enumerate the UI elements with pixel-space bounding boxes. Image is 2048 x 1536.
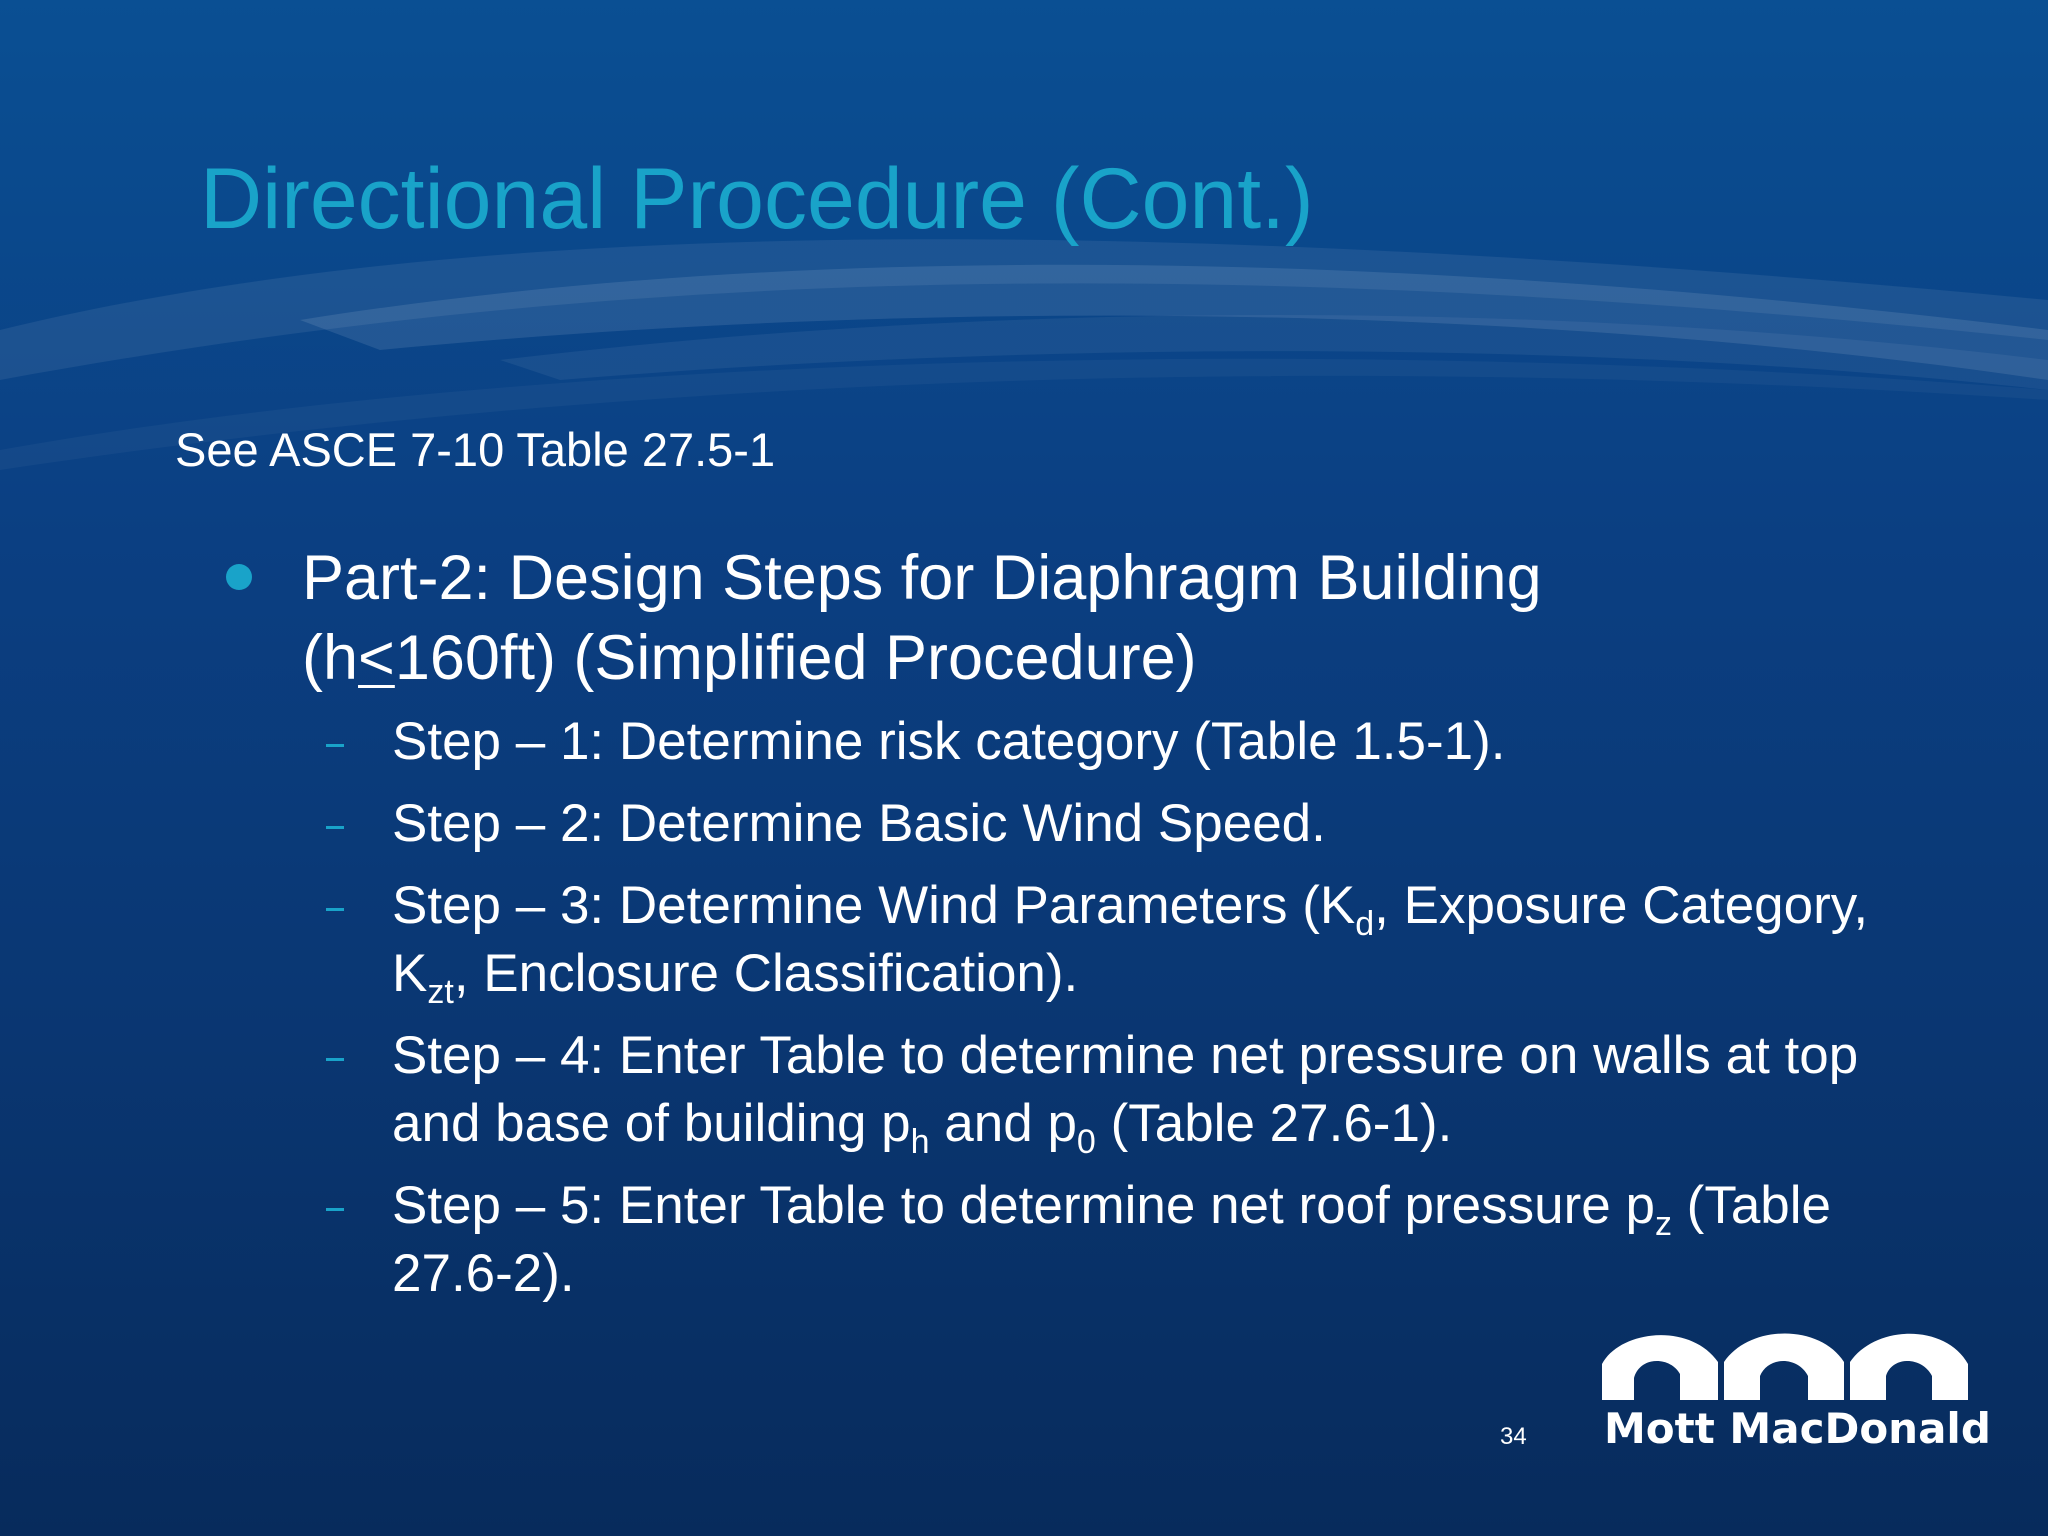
step-3-text-b: , Exposure Category, K: [392, 876, 1869, 1003]
step-4-text-a: Step – 4: Enter Table to determine net pressure on walls at top and base of building p: [392, 1026, 1859, 1153]
logo-arches-icon: [1600, 1322, 1970, 1402]
dash-icon: [326, 1058, 344, 1061]
step-1-text: Step – 1: Determine risk category (Table 1.5-1).: [392, 712, 1506, 771]
dash-icon: [326, 826, 344, 829]
page-number: 34: [1500, 1423, 1527, 1450]
reference-note: See ASCE 7-10 Table 27.5-1: [175, 423, 776, 476]
step-2: [326, 790, 1926, 858]
bullet-dot-icon: [226, 564, 252, 590]
dash-icon: [326, 1208, 344, 1211]
less-or-equal-symbol: <: [358, 623, 395, 693]
step-5: [326, 1172, 1926, 1308]
step-3: [326, 872, 1926, 1011]
company-logo: [1600, 1322, 1991, 1453]
dash-icon: [326, 744, 344, 747]
main-bullet-line1: Part-2: Design Steps for Diaphragm Building: [302, 543, 1542, 613]
step-4-sub-h: h: [910, 1123, 930, 1161]
step-5-sub-z: z: [1654, 1205, 1672, 1243]
step-4-text-c: (Table 27.6-1).: [1095, 1094, 1453, 1153]
step-4: [326, 1022, 1926, 1161]
main-bullet-text: [302, 538, 1782, 698]
steps-list: [326, 708, 1926, 1322]
step-4-text-b: and p: [929, 1094, 1077, 1153]
step-4-sub-0: 0: [1076, 1123, 1096, 1161]
slide-title: Directional Procedure (Cont.): [200, 151, 1314, 247]
logo-wordmark: Mott MacDonald: [1604, 1404, 1991, 1453]
step-3-sub-d: d: [1355, 905, 1375, 943]
step-5-text-b: (Table 27.6-2).: [392, 1176, 1832, 1303]
main-bullet-line2-rest: 160ft) (Simplified Procedure): [394, 623, 1197, 693]
step-3-text-c: , Enclosure Classification).: [453, 944, 1079, 1003]
dash-icon: [326, 908, 344, 911]
step-1: [326, 708, 1926, 776]
step-2-text: Step – 2: Determine Basic Wind Speed.: [392, 794, 1326, 853]
main-bullet-line2-open: (h: [302, 623, 359, 693]
step-5-text-a: Step – 5: Enter Table to determine net roof pressure p: [392, 1176, 1655, 1235]
step-3-sub-zt: zt: [427, 973, 454, 1011]
step-3-text-a: Step – 3: Determine Wind Parameters (K: [392, 876, 1356, 935]
